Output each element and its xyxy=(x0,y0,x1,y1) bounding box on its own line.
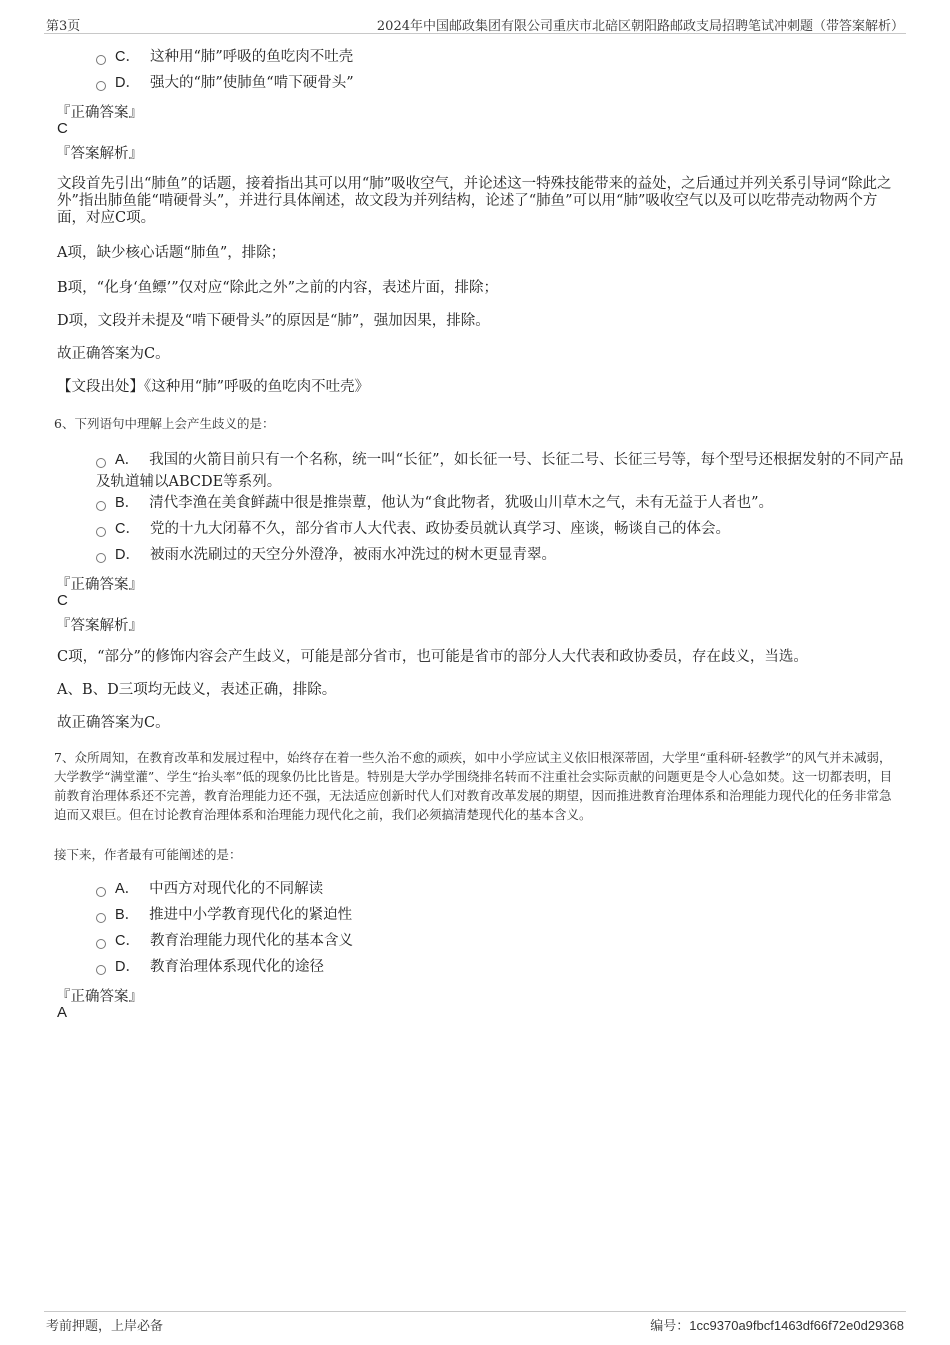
q7-option-d[interactable]: D． 教育治理体系现代化的途径 xyxy=(96,956,910,978)
header-divider xyxy=(44,33,906,34)
code-label: 编号： xyxy=(650,1319,690,1334)
q5-answer-label: 『正确答案』 xyxy=(56,105,143,121)
radio-icon[interactable] xyxy=(96,527,106,537)
q6-stem: 6、下列语句中理解上会产生歧义的是： xyxy=(54,416,275,431)
q5-analysis-a: A项，缺少核心话题“肺鱼”，排除； xyxy=(57,245,286,261)
q6-answer-label: 『正确答案』 xyxy=(56,577,143,593)
q6-analysis-c: C项，“部分”的修饰内容会产生歧义，可能是部分省市，也可能是省市的部分人大代表和政协委员，存在歧义，当选。 xyxy=(57,649,808,665)
document-title: 2024年中国邮政集团有限公司重庆市北碚区朝阳路邮政支局招聘笔试冲刺题（带答案解析） xyxy=(376,19,904,34)
q5-conclusion: 故正确答案为C。 xyxy=(57,346,170,362)
q5-analysis-label: 『答案解析』 xyxy=(56,146,143,162)
q7-option-c[interactable]: C． 教育治理能力现代化的基本含义 xyxy=(96,930,910,952)
q6-analysis-label: 『答案解析』 xyxy=(56,618,143,634)
footer-divider xyxy=(44,1311,906,1312)
q6-answer: C xyxy=(57,592,68,609)
q5-answer: C xyxy=(57,120,68,137)
page-number: 第3页 xyxy=(46,19,81,34)
q7-answer: A xyxy=(57,1004,68,1021)
radio-icon[interactable] xyxy=(96,501,106,511)
code-value: 1cc9370a9fbcf1463df66f72e0d29368 xyxy=(689,1318,904,1333)
document-code xyxy=(650,1315,904,1334)
radio-icon[interactable] xyxy=(96,887,106,897)
q7-prompt: 接下来，作者最有可能阐述的是： xyxy=(54,847,242,862)
q7-answer-label: 『正确答案』 xyxy=(56,989,143,1005)
q6-conclusion: 故正确答案为C。 xyxy=(57,715,170,731)
q6-option-c[interactable]: C． 党的十九大闭幕不久，部分省市人大代表、政协委员就认真学习、座谈，畅谈自己的体会。 xyxy=(96,518,910,540)
q5-analysis-b: B项，“化身‘鱼鳔’”仅对应“除此之外”之前的内容，表述片面，排除； xyxy=(57,280,499,296)
footer-slogan: 考前押题，上岸必备 xyxy=(46,1319,164,1334)
radio-icon[interactable] xyxy=(96,939,106,949)
radio-icon[interactable] xyxy=(96,965,106,975)
radio-icon[interactable] xyxy=(96,81,106,91)
q5-option-c[interactable]: C． 这种用“肺”呼吸的鱼吃肉不吐壳 xyxy=(96,46,910,68)
q7-stem: 7、众所周知，在教育改革和发展过程中，始终存在着一些久治不愈的顽疾，如中小学应试主义依旧根深蒂固，大学里“重科研-轻教学”的风气并未减弱，大学教学“满堂灌”、学生“抬头率”低的现象仍比比皆是。特别是大学办学围绕排名转而不注重社会实际贡献的问题更是令人心急如焚。这一切都表明，目前教育治理体系还不完善，教育治理能力还不强，无法适应创新时代人们对教育改革发展的期望，因而推进教育治理体系和治理能力现代化的任务非常急迫而又艰巨。但在讨论教育治理体系和治理能力现代化之前，我们必须搞清楚现代化的基本含义。 xyxy=(54,750,893,822)
q6-option-a[interactable]: A． 我国的火箭目前只有一个名称，统一叫“长征”，如长征一号、长征二号、长征三号等，每个型号还根据发射的不同产品及轨道辅以ABCDE等系列。 xyxy=(96,452,904,490)
radio-icon[interactable] xyxy=(96,458,106,468)
radio-icon[interactable] xyxy=(96,55,106,65)
q5-analysis-paragraph: 文段首先引出“肺鱼”的话题，接着指出其可以用“肺”吸收空气，并论述这一特殊技能带来的益处，之后通过并列关系引导词“除此之外”指出肺鱼能“啃硬骨头”，并进行具体阐述，故文段为并列结构，论述了“肺鱼”可以用“肺”吸收空气以及可以吃带壳动物两个方面，对应C项。 xyxy=(57,176,892,226)
q6-option-b[interactable]: B． 清代李渔在美食鲜蔬中很是推崇蕈，他认为“食此物者，犹吸山川草木之气，未有无益于人者也”。 xyxy=(96,492,910,514)
radio-icon[interactable] xyxy=(96,913,106,923)
q6-analysis-abd: A、B、D三项均无歧义，表述正确，排除。 xyxy=(57,682,337,698)
q5-source: 【文段出处】《这种用“肺”呼吸的鱼吃肉不吐壳》 xyxy=(57,379,370,395)
q7-option-b[interactable]: B． 推进中小学教育现代化的紧迫性 xyxy=(96,904,910,926)
radio-icon[interactable] xyxy=(96,553,106,563)
q7-option-a[interactable]: A． 中西方对现代化的不同解读 xyxy=(96,878,910,900)
q5-option-d[interactable]: D． 强大的“肺”使肺鱼“啃下硬骨头” xyxy=(96,72,910,94)
q6-option-d[interactable]: D． 被雨水洗刷过的天空分外澄净，被雨水冲洗过的树木更显青翠。 xyxy=(96,544,910,566)
q5-analysis-d: D项，文段并未提及“啃下硬骨头”的原因是“肺”，强加因果，排除。 xyxy=(57,313,490,329)
